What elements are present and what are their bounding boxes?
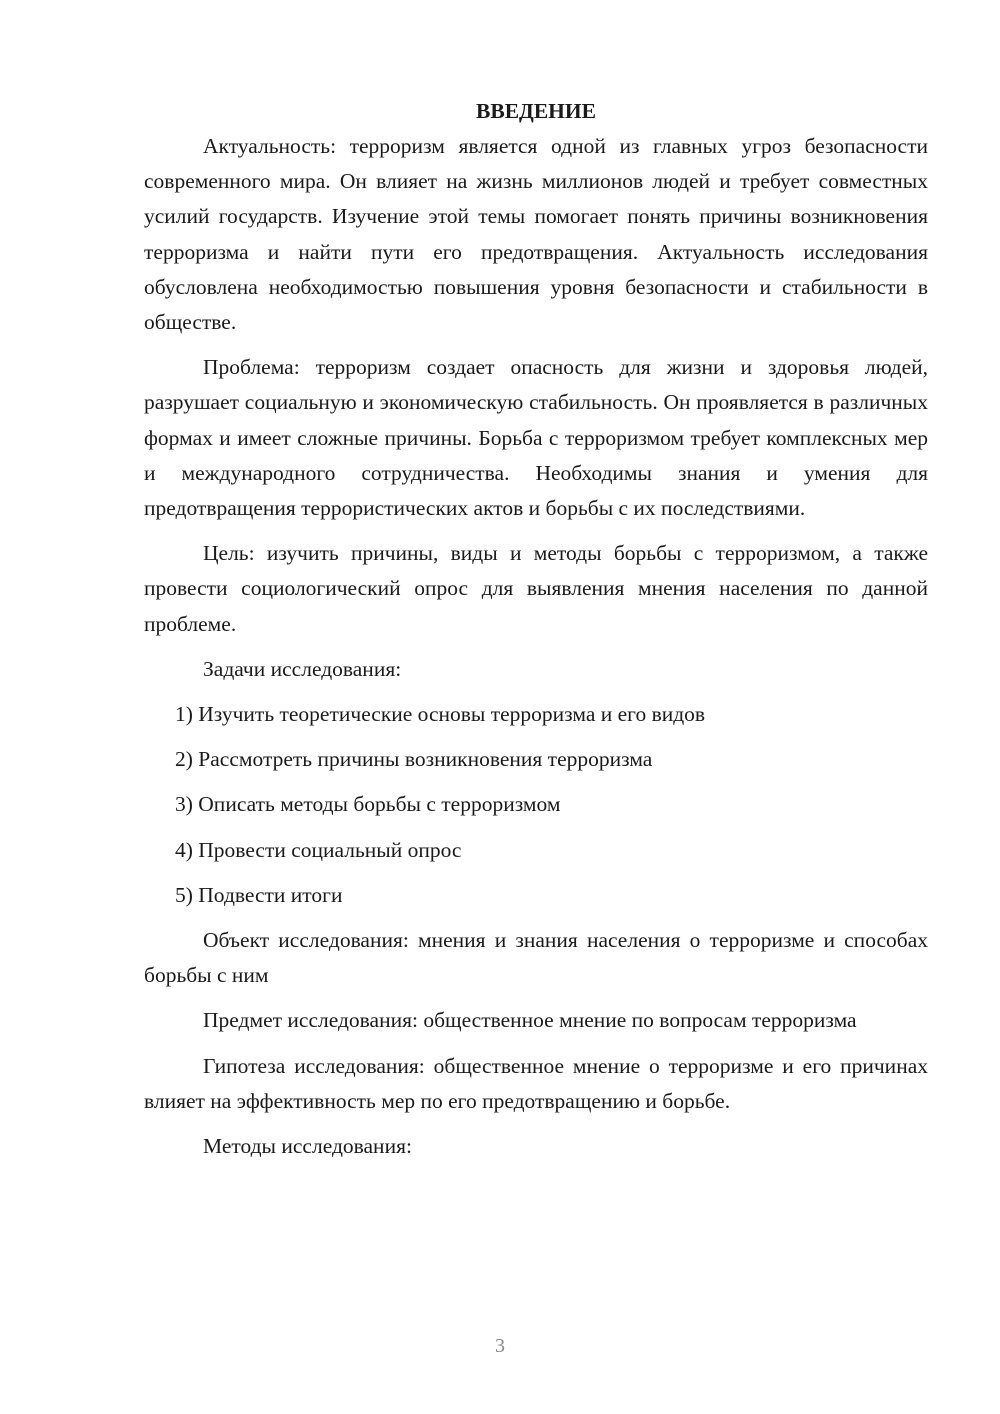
problem-paragraph: Проблема: терроризм создает опасность для жизни и здоровья людей, разрушает социальную и экономическую стабильность. Он проявляется в различных формах и имеет сложные причины. Борьба с терроризмом требует комплексных мер и международного сотрудничества. Необходимы знания и умения для предотвращения террористических актов и борьбы с их последствиями. <box>144 355 928 521</box>
tasks-list <box>144 697 928 913</box>
goal-paragraph: Цель: изучить причины, виды и методы борьбы с терроризмом, а также провести социологический опрос для выявления мнения населения по данной проблеме. <box>144 541 928 636</box>
list-item: 4) Провести социальный опрос <box>175 837 462 862</box>
list-item: 5) Подвести итоги <box>175 882 343 907</box>
methods-heading: Методы исследования: <box>203 1134 412 1159</box>
list-item: 1) Изучить теоретические основы терроризма и его видов <box>175 702 706 727</box>
object-paragraph: Объект исследования: мнения и знания населения о терроризме и способах борьбы с ним <box>144 928 928 988</box>
list-item: 2) Рассмотреть причины возникновения терроризма <box>175 747 653 772</box>
tasks-heading: Задачи исследования: <box>203 656 402 681</box>
relevance-paragraph: Актуальность: терроризм является одной из главных угроз безопасности современного мира. Он влияет на жизнь миллионов людей и требует совместных усилий государств. Изучение этой темы помогает понять причины возникновения терроризма и найти пути его предотвращения. Актуальность исследования обусловлена необходимостью повышения уровня безопасности и стабильности в обществе. <box>144 134 928 335</box>
hypothesis-paragraph: Гипотеза исследования: общественное мнение о терроризме и его причинах влияет на эффективность мер по его предотвращению и борьбе. <box>144 1053 928 1113</box>
subject-paragraph: Предмет исследования: общественное мнение по вопросам терроризма <box>203 1008 857 1033</box>
section-title: ВВЕДЕНИЕ <box>476 99 596 123</box>
document-page <box>144 96 928 1174</box>
page-number: 3 <box>495 1335 505 1357</box>
list-item: 3) Описать методы борьбы с терроризмом <box>175 792 561 817</box>
